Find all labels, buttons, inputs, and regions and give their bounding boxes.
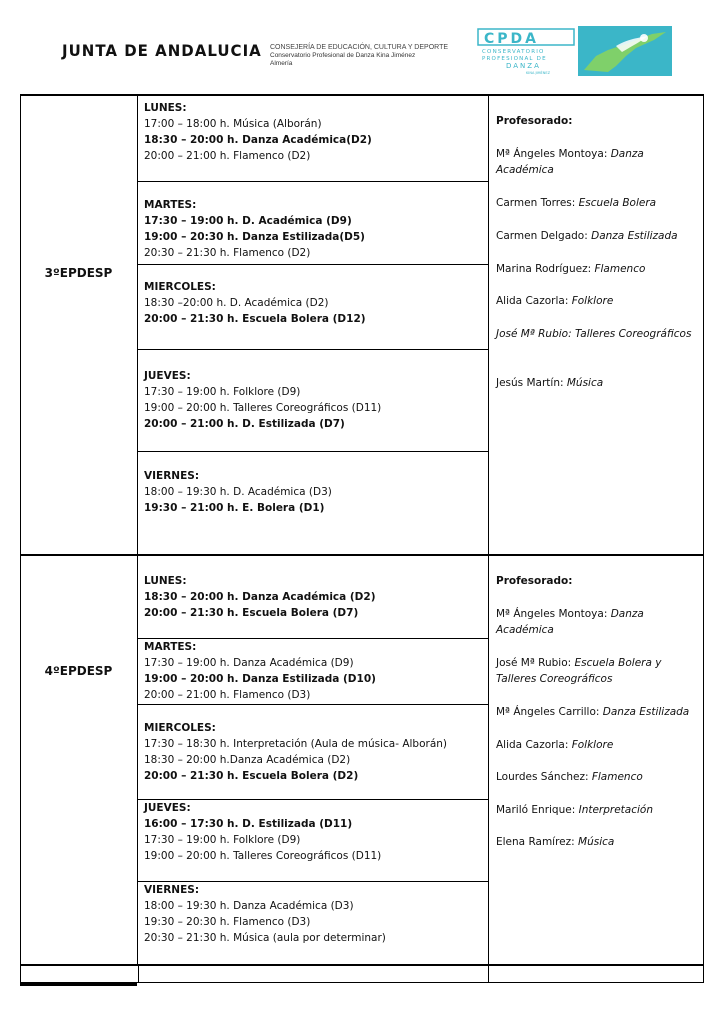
schedule-line: 16:00 – 17:30 h. D. Estilizada (D11): [144, 818, 353, 830]
logo-sub-3: DANZA: [506, 62, 541, 70]
teacher-subject: Música: [566, 377, 604, 389]
cpda-logo: [476, 26, 672, 76]
teacher-name: Alida Cazorla:: [496, 739, 572, 751]
day-label: VIERNES:: [144, 470, 200, 482]
page-header: [0, 0, 724, 90]
teacher-subject: Danza Académica: [496, 148, 644, 176]
bottom-rule: [20, 983, 137, 986]
day-label: MARTES:: [144, 199, 197, 211]
teacher-subject: Danza Estilizada: [602, 706, 690, 718]
teacher-entry: [496, 195, 701, 211]
day-label: LUNES:: [144, 102, 187, 114]
teacher-subject: Escuela Bolera: [578, 197, 657, 209]
schedule-line: 20:00 – 21:30 h. Escuela Bolera (D12): [144, 313, 366, 325]
schedule-line: 17:30 – 19:00 h. Danza Académica (D9): [144, 657, 354, 669]
day-monday: [137, 556, 488, 639]
day-wednesday: [137, 265, 488, 350]
teacher-subject: Talleres Coreográficos: [574, 328, 692, 340]
teacher-entry: [496, 228, 701, 244]
schedule-line: 17:00 – 18:00 h. Música (Alborán): [144, 118, 322, 130]
schedule-line: 19:00 – 20:00 h. Danza Estilizada (D10): [144, 673, 376, 685]
day-label: MIERCOLES:: [144, 281, 216, 293]
day-thursday: [137, 350, 488, 452]
day-label: VIERNES:: [144, 884, 200, 896]
teacher-entry: [496, 737, 701, 753]
teacher-entry: [496, 326, 701, 342]
logo-sub-2: PROFESIONAL DE: [482, 56, 547, 62]
schedule-line: 20:30 – 21:30 h. Flamenco (D2): [144, 247, 311, 259]
schedule-line: 20:00 – 21:00 h. Flamenco (D3): [144, 689, 311, 701]
consejeria-line-3: Almería: [270, 60, 293, 67]
schedule-line: 19:30 – 21:00 h. E. Bolera (D1): [144, 502, 325, 514]
teacher-entry: [496, 146, 701, 178]
teacher-name: Carmen Torres:: [496, 197, 579, 209]
teachers-cell: [489, 96, 704, 554]
schedule-line: 19:30 – 20:30 h. Flamenco (D3): [144, 916, 311, 928]
teacher-entry: [496, 606, 701, 638]
schedule-line: 18:00 – 19:30 h. Danza Académica (D3): [144, 900, 354, 912]
day-label: LUNES:: [144, 575, 187, 587]
schedule-cell: [137, 96, 489, 554]
teacher-entry: [496, 834, 701, 850]
teacher-name: Mª Ángeles Montoya:: [496, 148, 611, 160]
teacher-subject: Danza Académica: [496, 608, 644, 636]
course-cell: [20, 96, 138, 554]
teacher-name: Alida Cazorla:: [496, 295, 572, 307]
teacher-name: Elena Ramírez:: [496, 836, 579, 848]
teachers-title: Profesorado:: [496, 575, 573, 587]
teachers-cell: [489, 556, 704, 964]
teacher-name: Mª Ángeles Carrillo:: [496, 706, 603, 718]
teacher-subject: Escuela Bolera y Talleres Coreográficos: [496, 657, 662, 685]
day-label: JUEVES:: [144, 370, 191, 382]
course-block-4: [20, 554, 704, 966]
schedule-line: 17:30 – 19:00 h. Folklore (D9): [144, 386, 301, 398]
empty-bottom-row: [20, 964, 704, 983]
schedule-line: 18:30 –20:00 h. D. Académica (D2): [144, 297, 329, 309]
teacher-name: Carmen Delgado:: [496, 230, 592, 242]
schedule-line: 19:00 – 20:30 h. Danza Estilizada(D5): [144, 231, 365, 243]
schedule-cell: [137, 556, 489, 964]
schedule-line: 18:00 – 19:30 h. D. Académica (D3): [144, 486, 332, 498]
course-name: 4ºEPDESP: [44, 664, 113, 678]
logo-text: CPDA: [484, 31, 539, 47]
day-tuesday: [137, 639, 488, 705]
teacher-name: José Mª Rubio:: [496, 328, 575, 340]
teacher-entry: [496, 802, 701, 818]
day-wednesday: [137, 705, 488, 800]
teacher-entry: [496, 769, 701, 785]
schedule-line: 17:30 – 19:00 h. Folklore (D9): [144, 834, 301, 846]
day-thursday: [137, 800, 488, 882]
schedule-line: 18:30 – 20:00 h.Danza Académica (D2): [144, 754, 351, 766]
schedule-line: 18:30 – 20:00 h. Danza Académica (D2): [144, 591, 376, 603]
course-block-3: [20, 94, 704, 556]
consejeria-line-2: Conservatorio Profesional de Danza Kina Jiménez: [270, 52, 416, 59]
consejeria-text: [270, 44, 470, 68]
teacher-subject: Folklore: [571, 295, 614, 307]
schedule-line: 20:00 – 21:30 h. Escuela Bolera (D7): [144, 607, 359, 619]
teacher-subject: Música: [578, 836, 615, 848]
teacher-entry: [496, 375, 701, 391]
day-label: MIERCOLES:: [144, 722, 216, 734]
schedule-line: 20:00 – 21:30 h. Escuela Bolera (D2): [144, 770, 359, 782]
teacher-name: Mª Ángeles Montoya:: [496, 608, 611, 620]
teachers-title: Profesorado:: [496, 115, 573, 127]
teacher-subject: Folklore: [571, 739, 614, 751]
schedule-line: 20:00 – 21:00 h. D. Estilizada (D7): [144, 418, 345, 430]
day-friday: [137, 452, 488, 552]
day-label: JUEVES:: [144, 802, 191, 814]
schedule-line: 17:30 – 18:30 h. Interpretación (Aula de música- Alborán): [144, 738, 448, 750]
schedule-line: 19:00 – 20:00 h. Talleres Coreográficos (D11): [144, 850, 382, 862]
teacher-subject: Interpretación: [578, 804, 654, 816]
day-monday: [137, 96, 488, 182]
teacher-subject: Flamenco: [594, 263, 646, 275]
logo-sub-4: KINA JIMÉNEZ: [526, 71, 550, 75]
teacher-entry: [496, 293, 701, 309]
teacher-name: Marina Rodríguez:: [496, 263, 595, 275]
junta-andalucia-title: JUNTA DE ANDALUCIA: [62, 41, 262, 61]
schedule-line: 18:30 – 20:00 h. Danza Académica(D2): [144, 134, 372, 146]
consejeria-line-1: CONSEJERÍA DE EDUCACIÓN, CULTURA Y DEPORTE: [270, 44, 449, 51]
teacher-name: Lourdes Sánchez:: [496, 771, 592, 783]
teacher-entry: [496, 704, 701, 720]
schedule-line: 17:30 – 19:00 h. D. Académica (D9): [144, 215, 352, 227]
teacher-subject: Danza Estilizada: [591, 230, 678, 242]
teacher-name: Mariló Enrique:: [496, 804, 579, 816]
teacher-name: Jesús Martín:: [496, 377, 567, 389]
teacher-subject: Flamenco: [591, 771, 643, 783]
teacher-entry: [496, 261, 701, 277]
day-label: MARTES:: [144, 641, 197, 653]
course-cell: [20, 556, 138, 964]
schedule-line: 20:30 – 21:30 h. Música (aula por determinar): [144, 932, 386, 944]
logo-sub-1: CONSERVATORIO: [482, 49, 545, 55]
schedule-line: 20:00 – 21:00 h. Flamenco (D2): [144, 150, 311, 162]
day-tuesday: [137, 182, 488, 265]
teacher-name: José Mª Rubio:: [496, 657, 575, 669]
day-friday: [137, 882, 488, 962]
teacher-entry: [496, 655, 701, 687]
schedule-line: 19:00 – 20:00 h. Talleres Coreográficos (D11): [144, 402, 382, 414]
course-name: 3ºEPDESP: [44, 266, 113, 280]
